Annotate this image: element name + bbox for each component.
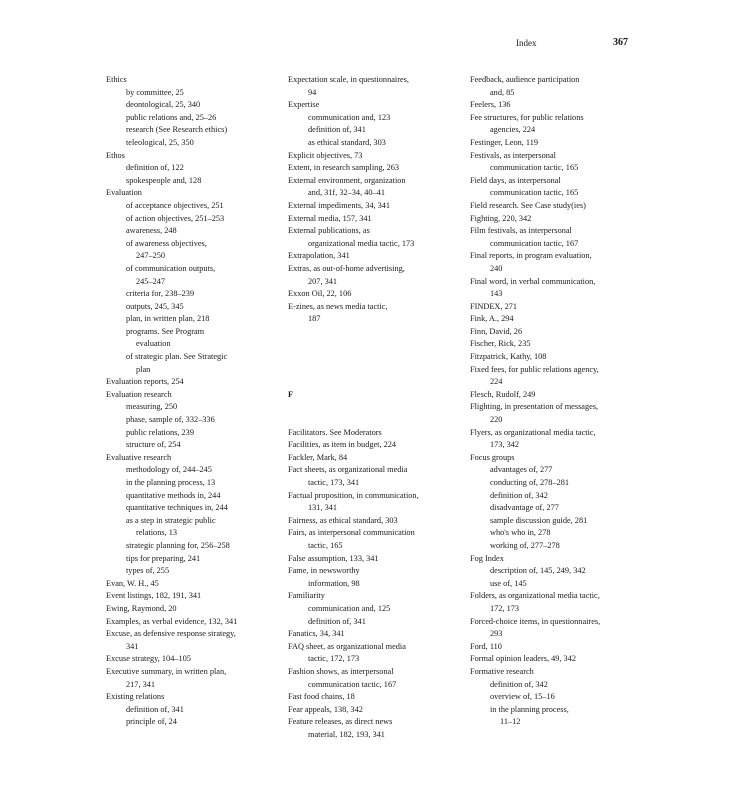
index-subentry: of action objectives, 251–253 [126, 213, 225, 223]
index-entry: Film festivals, as interpersonal [470, 226, 572, 236]
index-subentry: awareness, 248 [126, 226, 177, 236]
index-entry: External media, 157, 341 [288, 213, 372, 223]
index-entry: Folders, as organizational media tactic, [470, 591, 600, 601]
index-subentry: advantages of, 277 [490, 465, 553, 475]
index-entry: Expectation scale, in questionnaires, [288, 75, 409, 84]
index-entry: Fischer, Rick, 235 [470, 339, 531, 349]
index-subentry: communication and, 123 [308, 112, 391, 122]
index-entry: Finn, David, 26 [470, 326, 523, 336]
index-subentry: teleological, 25, 350 [126, 137, 194, 147]
index-subentry: public relations, 239 [126, 427, 194, 437]
index-entry: Extras, as out-of-home advertising, [288, 263, 405, 273]
spacer [288, 326, 463, 339]
index-entry: Feature releases, as direct news [288, 717, 393, 727]
index-subentry: in the planning process, 13 [126, 478, 216, 487]
index-entry: Excuse strategy, 104–105 [106, 654, 191, 664]
index-subentry: deontological, 25, 340 [126, 100, 201, 110]
index-entry: FINDEX, 271 [470, 301, 518, 311]
index-subentry: definition of, 342 [490, 679, 548, 689]
index-subentry: quantitative methods in, 244 [126, 490, 221, 500]
index-entry: Fashion shows, as interpersonal [288, 666, 394, 676]
index-entry: Facilities, as item in budget, 224 [288, 440, 397, 450]
index-entry: Familiarity [288, 591, 325, 601]
index-subentry: 207, 341 [308, 276, 338, 286]
index-entry: Extent, in research sampling, 263 [288, 163, 400, 173]
index-subentry: 11–12 [500, 717, 521, 727]
index-entry: Flesch, Rudolf, 249 [470, 389, 536, 399]
spacer [288, 364, 463, 377]
index-subentry: communication tactic, 167 [308, 679, 397, 689]
index-subentry: agencies, 224 [490, 125, 536, 135]
index-entry: Fitzpatrick, Kathy, 108 [470, 352, 547, 362]
index-entry: Ford, 110 [470, 641, 502, 651]
index-subentry: material, 182, 193, 341 [308, 729, 385, 739]
index-entry: Festinger, Leon, 119 [470, 137, 539, 147]
index-entry: Fog Index [470, 553, 504, 563]
index-subentry: and, 31f, 32–34, 40–41 [308, 188, 385, 198]
index-entry: Field research. See Case study(ies) [470, 200, 586, 210]
index-subentry: information, 98 [308, 578, 360, 588]
index-entry: Fackler, Mark, 84 [288, 452, 348, 462]
index-subentry: in the planning process, [490, 704, 569, 714]
index-subentry: 293 [490, 629, 503, 639]
index-subentry: who's who in, 278 [490, 528, 551, 538]
index-entry: Festivals, as interpersonal [470, 150, 556, 160]
index-subentry: programs. See Program [126, 326, 205, 336]
index-subentry: definition of, 342 [490, 490, 548, 500]
index-subentry: of awareness objectives, [126, 238, 207, 248]
index-subentry: 224 [490, 377, 503, 387]
spacer [288, 351, 463, 364]
index-column-2 [288, 74, 463, 741]
index-subentry: criteria for, 238–239 [126, 289, 195, 299]
index-entry: Ethics [106, 75, 127, 84]
index-subentry: as a step in strategic public [126, 515, 216, 525]
index-subentry: conducting of, 278–281 [490, 478, 570, 487]
index-subentry: types of, 255 [126, 566, 170, 576]
index-entry: Evaluation [106, 188, 142, 198]
index-entry: Focus groups [470, 452, 515, 462]
index-subentry: definition of, 341 [126, 704, 184, 714]
index-subentry: overview of, 15–16 [490, 692, 555, 702]
index-entry: Evan, W. H., 45 [106, 578, 159, 588]
index-subentry: 341 [126, 641, 139, 651]
index-subentry: plan [136, 364, 151, 374]
index-subentry: tactic, 165 [308, 540, 343, 550]
index-entry: Factual proposition, in communication, [288, 490, 419, 500]
index-subentry: research (See Research ethics) [126, 125, 228, 135]
index-entry: Feelers, 136 [470, 100, 511, 110]
index-entry: Final reports, in program evaluation, [470, 251, 592, 261]
section-letter: F [288, 389, 294, 399]
index-entry: Fact sheets, as organizational media [288, 465, 408, 475]
index-subentry: use of, 145 [490, 578, 527, 588]
index-subentry: plan, in written plan, 218 [126, 314, 210, 324]
index-subentry: principle of, 24 [126, 717, 177, 727]
index-subentry: 172, 173 [490, 603, 520, 613]
index-subentry: definition of, 341 [308, 616, 366, 626]
index-entry: Event listings, 182, 191, 341 [106, 591, 202, 601]
index-subentry: 240 [490, 263, 503, 273]
index-subentry: relations, 13 [136, 528, 178, 538]
index-entry: Expertise [288, 100, 320, 110]
index-subentry: description of, 145, 249, 342 [490, 566, 586, 576]
index-entry: Explicit objectives, 73 [288, 150, 363, 160]
index-entry: FAQ sheet, as organizational media [288, 641, 406, 651]
index-entry: Flyers, as organizational media tactic, [470, 427, 596, 437]
index-entry: Exxon Oil, 22, 106 [288, 289, 352, 299]
index-entry: Fame, in newsworthy [288, 566, 360, 576]
index-subentry: sample discussion guide, 281 [490, 515, 588, 525]
index-subentry: 247–250 [136, 251, 166, 261]
index-subentry: 94 [308, 87, 317, 97]
index-subentry: public relations and, 25–26 [126, 112, 217, 122]
index-subentry: working of, 277–278 [490, 540, 560, 550]
index-subentry: communication and, 125 [308, 603, 391, 613]
index-subentry: of communication outputs, [126, 263, 216, 273]
index-subentry: as ethical standard, 303 [308, 137, 386, 147]
index-entry: False assumption, 133, 341 [288, 553, 379, 563]
index-entry: Fairness, as ethical standard, 303 [288, 515, 398, 525]
index-subentry: and, 85 [490, 87, 515, 97]
index-subentry: organizational media tactic, 173 [308, 238, 415, 248]
index-subentry: of acceptance objectives, 251 [126, 200, 224, 210]
index-entry: Ethos [106, 150, 125, 160]
index-subentry: communication tactic, 165 [490, 188, 579, 198]
spacer [288, 338, 463, 351]
index-subentry: 173, 342 [490, 440, 520, 450]
index-entry: Flighting, in presentation of messages, [470, 402, 599, 412]
index-entry: Existing relations [106, 692, 165, 702]
index-subentry: quantitative techniques in, 244 [126, 503, 228, 513]
index-entry: Fear appeals, 138, 342 [288, 704, 363, 714]
index-subentry: of strategic plan. See Strategic [126, 352, 228, 362]
index-subentry: 143 [490, 289, 503, 299]
index-subentry: disadvantage of, 277 [490, 503, 559, 513]
index-subentry: tactic, 173, 341 [308, 478, 360, 487]
index-subentry: by committee, 25 [126, 87, 184, 97]
index-entry: Fairs, as interpersonal communication [288, 528, 415, 538]
index-entry: Formative research [470, 666, 534, 676]
index-subentry: 187 [308, 314, 321, 324]
index-entry: Fast food chains, 18 [288, 692, 355, 702]
index-entry: Fixed fees, for public relations agency, [470, 364, 599, 374]
index-entry: Evaluation research [106, 389, 172, 399]
index-entry: Evaluation reports, 254 [106, 377, 184, 387]
spacer [288, 376, 463, 389]
index-subentry: measuring, 250 [126, 402, 178, 412]
index-subentry: 245–247 [136, 276, 166, 286]
index-entry: Fanatics, 34, 341 [288, 629, 345, 639]
index-entry: Field days, as interpersonal [470, 175, 561, 185]
index-subentry: 217, 341 [126, 679, 156, 689]
index-subentry: tips for preparing, 241 [126, 553, 201, 563]
index-subentry: 220 [490, 415, 503, 425]
index-entry: Fink, A., 294 [470, 314, 514, 324]
index-subentry: communication tactic, 165 [490, 163, 579, 173]
page-number: 367 [613, 37, 628, 48]
index-subentry: evaluation [136, 339, 171, 349]
index-subentry: definition of, 122 [126, 163, 184, 173]
spacer [288, 414, 463, 427]
index-subentry: methodology of, 244–245 [126, 465, 212, 475]
index-entry: External environment, organization [288, 175, 406, 185]
spacer [288, 401, 463, 414]
index-entry: Extrapolation, 341 [288, 251, 350, 261]
index-entry: Feedback, audience participation [470, 75, 580, 84]
index-entry: Executive summary, in written plan, [106, 666, 227, 676]
index-subentry: definition of, 341 [308, 125, 366, 135]
index-subentry: communication tactic, 167 [490, 238, 579, 248]
index-subentry: phase, sample of, 332–336 [126, 415, 215, 425]
index-entry: External impediments, 34, 341 [288, 200, 391, 210]
index-entry: External publications, as [288, 226, 370, 236]
index-entry: Examples, as verbal evidence, 132, 341 [106, 616, 238, 626]
index-subentry: outputs, 245, 345 [126, 301, 184, 311]
running-head: Index [516, 38, 537, 48]
index-subentry: strategic planning for, 256–258 [126, 540, 230, 550]
index-entry: Final word, in verbal communication, [470, 276, 596, 286]
index-entry: E-zines, as news media tactic, [288, 301, 388, 311]
index-column-1 [106, 74, 281, 729]
index-entry: Evaluative research [106, 452, 172, 462]
index-entry: Fee structures, for public relations [470, 112, 584, 122]
index-entry: Excuse, as defensive response strategy, [106, 629, 236, 639]
index-subentry: tactic, 172, 173 [308, 654, 360, 664]
index-entry: Facilitators. See Moderators [288, 427, 382, 437]
index-entry: Forced-choice items, in questionnaires, [470, 616, 601, 626]
index-column-3 [470, 74, 645, 729]
index-subentry: structure of, 254 [126, 440, 181, 450]
index-entry: Ewing, Raymond, 20 [106, 603, 177, 613]
index-entry: Fighting, 220, 342 [470, 213, 532, 223]
index-subentry: spokespeople and, 128 [126, 175, 202, 185]
index-subentry: 131, 341 [308, 503, 338, 513]
index-entry: Formal opinion leaders, 49, 342 [470, 654, 576, 664]
